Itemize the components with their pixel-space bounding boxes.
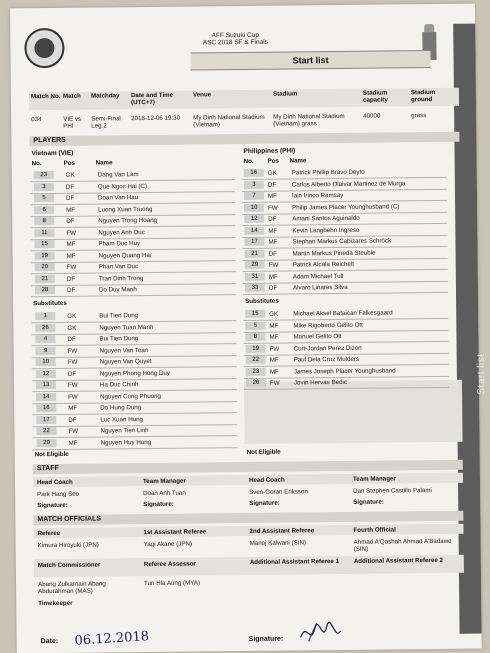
aff-logo-icon xyxy=(24,28,64,68)
officials-header-bg xyxy=(33,524,463,539)
referee-name: Kimura Hiroyuki (JPN) xyxy=(37,541,99,550)
left-sub-name: Nguyen Phong Hong Duy xyxy=(99,369,171,378)
right-sub-number: 8 xyxy=(245,333,265,341)
players-section-title: PLAYERS xyxy=(29,132,459,147)
left-sub-position: DF xyxy=(67,335,76,343)
commissioner-name: Abang Zulkarnain Abang Abdurahman (MAS) xyxy=(38,580,106,596)
match-info-value: VIE vs PHI xyxy=(63,115,82,130)
page-title: Start list xyxy=(190,50,430,71)
ar1-name: Yagi Akane (JPN) xyxy=(143,540,193,549)
right-sub-number: 5 xyxy=(245,321,265,329)
right-sub-number: 22 xyxy=(246,356,266,364)
sidebar-label: Start list xyxy=(475,353,488,395)
timekeeper-label: Timekeeper xyxy=(38,599,73,608)
left-sub-position: FW xyxy=(67,358,78,366)
left-starter-position: GK xyxy=(65,171,75,179)
left-head-coach-label: Head Coach xyxy=(36,478,73,487)
left-starter-name: Pham Duc Huy xyxy=(98,240,141,248)
left-starter-number: 19 xyxy=(35,251,55,259)
left-starter-position: MF xyxy=(66,252,76,260)
right-starter-position: FW xyxy=(268,261,279,269)
left-starter-number: 28 xyxy=(35,286,55,294)
left-sub-number: 26 xyxy=(35,323,55,331)
right-starters-list xyxy=(10,4,475,9)
right-sub-position: MF xyxy=(269,333,279,341)
left-not-eligible-label: Not Eligible xyxy=(34,450,69,459)
left-starter-number: 23 xyxy=(34,171,54,179)
sig-label-1: Signature: xyxy=(37,501,68,510)
left-sub-number: 14 xyxy=(36,392,56,400)
right-starter-name: Martin Markus Pineda Steuble xyxy=(292,249,376,257)
right-sub-name: Jovin Hervas Bedic xyxy=(293,378,347,387)
left-sub-number: 13 xyxy=(36,381,56,389)
right-starter-position: MF xyxy=(268,227,278,235)
right-starter-number: 12 xyxy=(244,215,264,223)
handwritten-signature-icon xyxy=(294,617,344,650)
right-starter-name: Philip James Placer Younghusband (C) xyxy=(292,202,400,211)
right-sub-position: FW xyxy=(269,379,280,387)
match-info-value: 034 xyxy=(31,116,42,124)
staff-header-bg xyxy=(33,473,463,488)
competition-name: AFF Suzuki Cup xyxy=(211,31,260,40)
left-sub-number: 12 xyxy=(36,369,56,377)
left-starter-name: Tran Dinh Trong xyxy=(98,274,144,283)
right-starter-name: Patrick Phillip Bravo Deyto xyxy=(291,168,365,177)
match-info-label: Venue xyxy=(192,91,212,99)
add-ar2-label: Additional Assistant Referee 2 xyxy=(353,556,444,565)
handwritten-date: 06.12.2018 xyxy=(74,629,150,649)
left-sub-divider xyxy=(33,447,238,450)
match-info-value: My Dinh National Stadium (Vietnam) grass xyxy=(273,112,345,128)
left-team-manager-label: Team Manager xyxy=(142,477,186,486)
match-info-label: Stadium capacity xyxy=(362,89,388,104)
right-starter-name: Adam Michael Tull xyxy=(292,272,344,280)
left-starter-number: 15 xyxy=(34,240,54,248)
left-sub-position: GK xyxy=(67,312,77,320)
sig-label-2: Signature: xyxy=(143,500,174,509)
right-sub-number: 19 xyxy=(246,344,266,352)
left-sub-position: MF xyxy=(68,439,78,447)
right-starter-name: Amani Santos Aguinaldo xyxy=(292,214,360,223)
left-sub-name: Nguyen Cong Phuong xyxy=(100,392,162,401)
match-info-value: Semi-Final Leg 2 xyxy=(91,115,121,130)
left-sub-name: Luc Xuan Hung xyxy=(100,415,144,424)
left-sub-name: Bui Tien Dung xyxy=(99,312,139,320)
left-starter-number: 3 xyxy=(34,182,54,190)
left-starter-name: Luong Xuan Truong xyxy=(98,205,153,214)
right-not-eligible-label: Not Eligible xyxy=(246,448,281,456)
left-sub-name: Nguyen Tuan Manh xyxy=(99,323,154,332)
referee-label: Referee xyxy=(37,529,61,538)
match-info-value: 40000 xyxy=(363,112,381,120)
right-starter-position: DF xyxy=(268,215,277,223)
match-officials-section-title: MATCH OFFICIALS xyxy=(33,511,463,526)
left-starter-number: 6 xyxy=(34,205,54,213)
match-info-value: 2018-12-06 19:30 xyxy=(131,114,181,123)
left-starter-position: MF xyxy=(66,206,76,214)
team-left-name: Vietnam (VIE) xyxy=(31,149,74,158)
left-starter-divider xyxy=(31,294,236,297)
left-starter-name: Que Ngoc Hai (C) xyxy=(97,182,148,191)
right-starter-number: 33 xyxy=(245,284,265,292)
right-sub-number: 23 xyxy=(246,367,266,375)
right-starter-name: Stephan Markus Cabizares Schröck xyxy=(292,237,392,246)
left-sub-position: DF xyxy=(68,416,77,424)
match-info-value: My Dinh National Stadium (Vietnam) xyxy=(193,113,265,129)
right-starter-position: DF xyxy=(267,181,277,189)
left-sub-position: DF xyxy=(67,370,77,378)
left-starter-position: FW xyxy=(66,263,77,271)
right-sub-position: MF xyxy=(269,356,279,364)
right-starter-position: MF xyxy=(268,238,278,246)
left-sub-position: MF xyxy=(68,404,78,412)
left-sub-name: Do Hung Dung xyxy=(100,404,142,412)
right-sub-divider xyxy=(243,329,448,332)
right-starter-position: MF xyxy=(267,192,277,200)
match-info-labels xyxy=(10,4,475,9)
right-starter-number: 3 xyxy=(244,180,264,188)
left-starter-position: DF xyxy=(66,217,75,225)
right-sub-position: FW xyxy=(269,345,280,353)
left-starter-name: Nguyen Anh Duc xyxy=(98,228,145,237)
left-starter-number: 8 xyxy=(34,217,54,225)
right-sub-name: Manuel Gelito Ott xyxy=(293,332,342,341)
right-substitutes-label: Substitutes xyxy=(245,297,279,305)
fourth-official-label: Fourth Official xyxy=(353,526,396,534)
left-starter-name: Do Duy Manh xyxy=(98,286,137,294)
right-starter-position: DF xyxy=(268,284,278,292)
right-starter-position: GK xyxy=(267,169,277,177)
match-info-label: Matchday xyxy=(90,92,120,100)
left-starter-name: Phan Van Duc xyxy=(98,263,139,271)
left-starter-number: 5 xyxy=(34,194,54,202)
left-team-manager: Doan Anh Tuan xyxy=(143,489,186,498)
left-sub-name: Nguyen Van Toan xyxy=(99,346,149,355)
right-starter-name: Kevin Langbehn Ingreso xyxy=(292,226,360,234)
fourth-official-name: Ahmad A'Qashah Ahmad A'Badawe (SIN) xyxy=(353,537,452,553)
right-starter-divider xyxy=(243,269,448,272)
competition-stage: ASC 2018 SF & Finals xyxy=(202,38,268,47)
left-starter-position: DF xyxy=(66,275,76,283)
left-sub-number: 29 xyxy=(37,438,57,446)
right-starter-name: Carlos Alberto Olaivar Martinez de Murga xyxy=(291,179,406,188)
left-starter-position: DF xyxy=(66,286,76,294)
add-ar1-label: Additional Assistant Referee 1 xyxy=(249,558,340,566)
left-sub-position: GK xyxy=(67,324,77,332)
left-substitutes-label: Substitutes xyxy=(33,299,67,308)
right-starter-number: 17 xyxy=(244,238,264,246)
right-starter-number: 14 xyxy=(244,226,264,234)
right-sub-name: James Joseph Placer Younghusband xyxy=(293,366,396,375)
ar2-name: Manoj Kalwani (SIN) xyxy=(249,539,307,547)
right-starter-name: Patrick Alcala Reichelt xyxy=(292,260,354,269)
right-head-coach-label: Head Coach xyxy=(248,476,285,484)
left-starter-position: DF xyxy=(65,183,75,191)
left-sub-name: Nguyen Tien Linh xyxy=(100,427,149,435)
suzuki-cup-logo-top-icon xyxy=(424,24,434,32)
right-sub-position: MF xyxy=(269,368,279,376)
left-starter-name: Nguyen Quang Hai xyxy=(98,251,152,260)
left-starter-position: DF xyxy=(65,194,75,202)
match-info-label: Match No. xyxy=(30,92,61,101)
left-starter-position: FW xyxy=(66,229,77,237)
assessor-label: Referee Assessor xyxy=(143,560,196,569)
right-sub-name: Curt-Jordan Perez Dizon xyxy=(293,344,362,352)
date-label: Date: xyxy=(40,637,59,646)
sidebar-strip xyxy=(453,24,488,634)
left-starter-number: 20 xyxy=(35,263,55,271)
right-col-name: Name xyxy=(289,157,307,165)
right-sub-number: 15 xyxy=(245,310,265,318)
left-col-name: Name xyxy=(95,159,113,167)
left-starter-name: Nguyen Trong Hoang xyxy=(98,216,158,225)
left-starter-number: 21 xyxy=(35,274,55,282)
left-starter-number: 11 xyxy=(34,228,54,236)
left-head-coach: Park Hang Seo xyxy=(37,490,80,499)
staff-section-title: STAFF xyxy=(33,460,463,475)
right-col-no: No. xyxy=(243,157,254,165)
right-col-pos: Pos xyxy=(267,157,280,165)
left-sub-name: Ha Duc Chinh xyxy=(99,381,139,389)
right-sub-name: Paul Dela Cruz Mulders xyxy=(293,355,360,364)
left-col-no: No. xyxy=(31,160,42,168)
match-info-values xyxy=(10,4,475,9)
right-starter-position: DF xyxy=(268,250,277,258)
right-starter-divider xyxy=(242,188,447,191)
left-starter-name: Dang Van Lam xyxy=(97,171,139,179)
sig-label-3: Signature: xyxy=(249,499,280,507)
competition-header xyxy=(180,32,290,47)
right-team-manager: Dan Stephen Castillo Palami xyxy=(353,487,432,495)
left-sub-number: 4 xyxy=(35,335,55,343)
right-team-manager-label: Team Manager xyxy=(352,475,396,483)
left-sub-number: 1 xyxy=(35,312,55,320)
right-starter-number: 29 xyxy=(245,261,265,269)
left-starter-name: Doan Van Hau xyxy=(97,194,139,202)
team-right-name: Philippines (PHI) xyxy=(243,147,296,155)
right-subs-list xyxy=(10,4,475,9)
left-col-pos: Pos xyxy=(63,159,76,167)
match-info-label: Date and Time (UTC+7) xyxy=(130,91,174,107)
left-sub-position: FW xyxy=(67,381,78,389)
left-starters-list xyxy=(10,4,475,9)
ar1-label: 1st Assistant Referee xyxy=(143,528,207,537)
start-list-sheet xyxy=(10,4,488,653)
left-sub-position: FW xyxy=(67,347,78,355)
right-starter-divider xyxy=(243,292,448,295)
left-sub-number: 17 xyxy=(36,415,56,423)
right-starter-number: 10 xyxy=(244,203,264,211)
right-starter-number: 7 xyxy=(244,192,264,200)
match-info-value: grass xyxy=(411,112,427,120)
right-starter-number: 21 xyxy=(245,249,265,257)
right-starter-position: FW xyxy=(268,204,278,212)
right-sub-position: MF xyxy=(269,322,279,330)
right-sub-number: 26 xyxy=(246,379,266,387)
left-sub-name: Nguyen Van Quyet xyxy=(99,357,152,366)
left-sub-number: 22 xyxy=(36,427,56,435)
left-sub-position: FW xyxy=(68,393,78,401)
commissioner-label: Match Commissioner xyxy=(37,561,101,570)
left-starter-position: MF xyxy=(66,240,76,248)
right-head-coach: Sven-Goran Eriksson xyxy=(249,488,308,496)
left-sub-number: 16 xyxy=(36,404,56,412)
right-sub-position: GK xyxy=(269,310,279,318)
left-sub-name: Nguyen Huy Hung xyxy=(100,438,152,447)
left-subs-list xyxy=(10,4,475,9)
match-info-label: Stadium xyxy=(272,90,298,98)
right-starter-number: 31 xyxy=(245,272,265,280)
ar2-label: 2nd Assistant Referee xyxy=(249,527,315,535)
sig-label-4: Signature: xyxy=(353,498,384,506)
right-starter-number: 16 xyxy=(244,169,264,177)
right-starter-position: MF xyxy=(268,273,278,281)
match-info-label: Stadium ground xyxy=(410,88,436,104)
right-starter-name: Iain Irinco Ramsay xyxy=(291,191,344,200)
left-sub-number: 9 xyxy=(36,346,56,354)
right-sub-name: Michael Aksel Bataican Falkesgaard xyxy=(293,309,393,318)
match-info-label: Match xyxy=(62,92,81,100)
signature-bottom-label: Signature: xyxy=(248,635,284,643)
right-sub-name: Mike Rigoberto Gelito Ott xyxy=(293,321,363,329)
right-starter-name: Alvaro Linares Silva xyxy=(292,283,348,292)
left-sub-name: Bui Tien Dung xyxy=(99,335,139,343)
left-sub-number: 10 xyxy=(36,358,56,366)
left-sub-position: FW xyxy=(68,427,79,435)
assessor-name: Tun Hla Aung (MYA) xyxy=(144,579,201,588)
